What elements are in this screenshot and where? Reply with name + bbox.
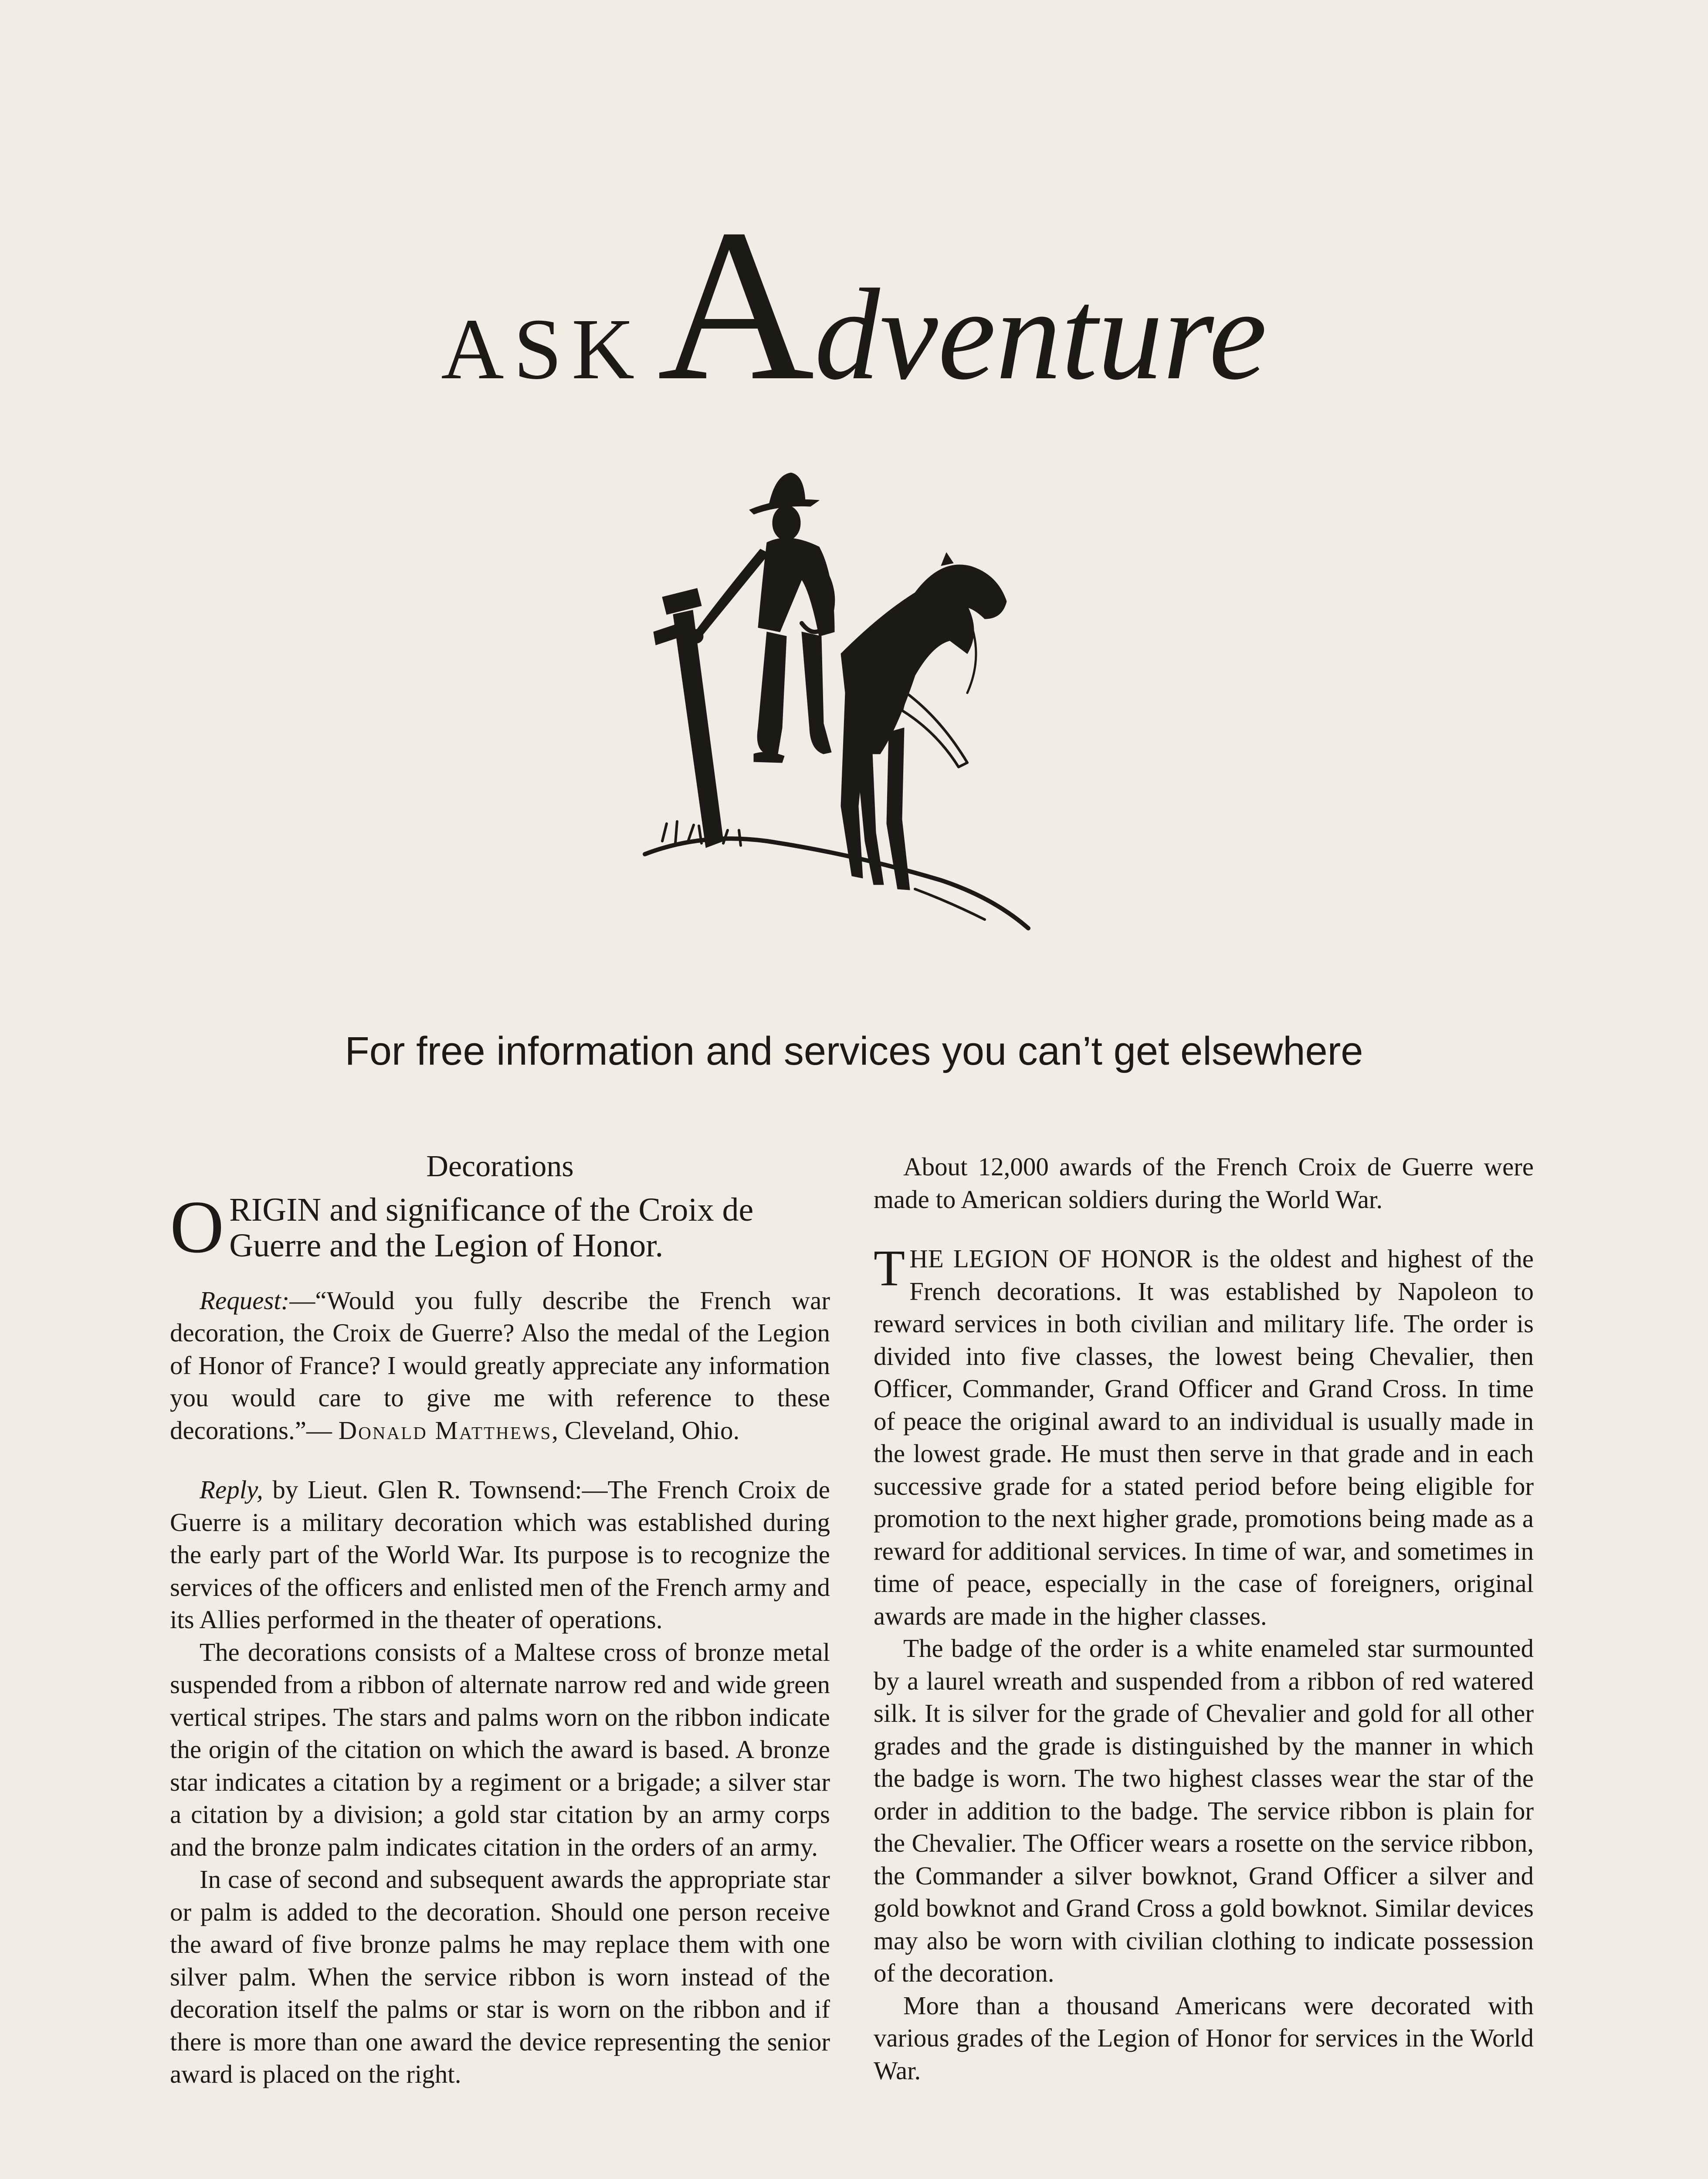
signature-place: , Cleveland, Ohio.	[552, 1415, 740, 1445]
request-text: —“Would you fully describe the French war decoration, the Croix de Guerre? Also the medal of the Legion of Honor of France? I would greatly appreciate any information you would care to give me with reference to these decorations.”—	[170, 1286, 830, 1445]
legion-text: HE LEGION OF HONOR is the oldest and highest of the French decorations. It was established by Napoleon to reward services in both civilian and military life. The order is divided into five classes, the lowest being Chevalier, then Officer, Commander, Grand Officer and Grand Cross. In time of peace the original award to an individual is usually made in the lowest grade. He must then serve in that grade and in each successive grade for a stated period before being eligible for promotion to the next higher grade, promotions being made as a reward for additional services. In time of war, and sometimes in time of peace, especially in the case of foreigners, original awards are made in the higher classes.	[874, 1244, 1534, 1630]
masthead-initial: A	[657, 184, 815, 426]
legion-paragraph	[874, 1239, 1534, 1632]
badge-paragraph: The badge of the order is a white enameled star surmounted by a laurel wreath and suspended from a ribbon of red watered silk. It is silver for the grade of Chevalier and gold for all other grades and the grade is distinguished by the manner in which the badge is worn. The two highest classes wear the star of the order in addition to the badge. The service ribbon is plain for the Chevalier. The Officer wears a rosette on the service ribbon, the Commander a silver bowknot, Grand Officer a silver and gold bowknot and Grand Cross a gold bowknot. Similar devices may also be worn with civilian clothing to indicate possession of the decoration.	[874, 1634, 1534, 1987]
legion-drop-cap: T	[874, 1239, 905, 1297]
right-column	[874, 1151, 1534, 2087]
tagline: For free information and services you can’t get elsewhere	[345, 1029, 1363, 1073]
masthead	[0, 184, 1708, 426]
masthead-ask: ASK	[441, 301, 644, 397]
signature-name: Donald Matthews	[338, 1415, 552, 1445]
headline-drop-cap: O	[170, 1185, 224, 1269]
headline-text: RIGIN and significance of the Croix de Guerre and the Legion of Honor.	[229, 1191, 754, 1264]
article-headline	[170, 1185, 830, 1269]
reply-paragraph	[170, 1473, 830, 1636]
subsequent-awards-paragraph: In case of second and subsequent awards the appropriate star or palm is added to the decoration. Should one person receive the award of five bronze palms he may replace them with one silver palm. When the service ribbon is worn instead of the decoration itself the palms or star is worn on the ribbon and if there is more than one award the device representing the senior award is placed on the right.	[170, 1865, 830, 2088]
request-label: Request:	[200, 1286, 290, 1315]
awards-paragraph: About 12,000 awards of the French Croix de Guerre were made to American soldiers during the World War.	[874, 1152, 1534, 1214]
section-title: Decorations	[426, 1150, 574, 1183]
cowboy-horse-illustration	[636, 449, 1050, 972]
masthead-adventure: dventure	[814, 262, 1267, 407]
decorations-paragraph: The decorations consists of a Maltese cross of bronze metal suspended from a ribbon of alternate narrow red and wide green vertical stripes. The stars and palms worn on the ribbon indicate the origin of the citation on which the award is based. A bronze star indicates a citation by a regiment or a brigade; a silver star a citation by a division; a gold star citation by an army corps and the bronze palm indicates citation in the orders of an army.	[170, 1637, 830, 1861]
left-column	[170, 1151, 830, 2091]
request-paragraph	[170, 1284, 830, 1447]
thousand-americans-paragraph: More than a thousand Americans were decorated with various grades of the Legion of Honor for services in the World War.	[874, 1991, 1534, 2085]
reply-label: Reply,	[200, 1475, 263, 1504]
reply-text: by Lieut. Glen R. Townsend:—The French Croix de Guerre is a military decoration which was established during the early part of the World War. Its purpose is to recognize the services of the officers and enlisted men of the French army and its Allies performed in the theater of operations.	[170, 1475, 830, 1634]
